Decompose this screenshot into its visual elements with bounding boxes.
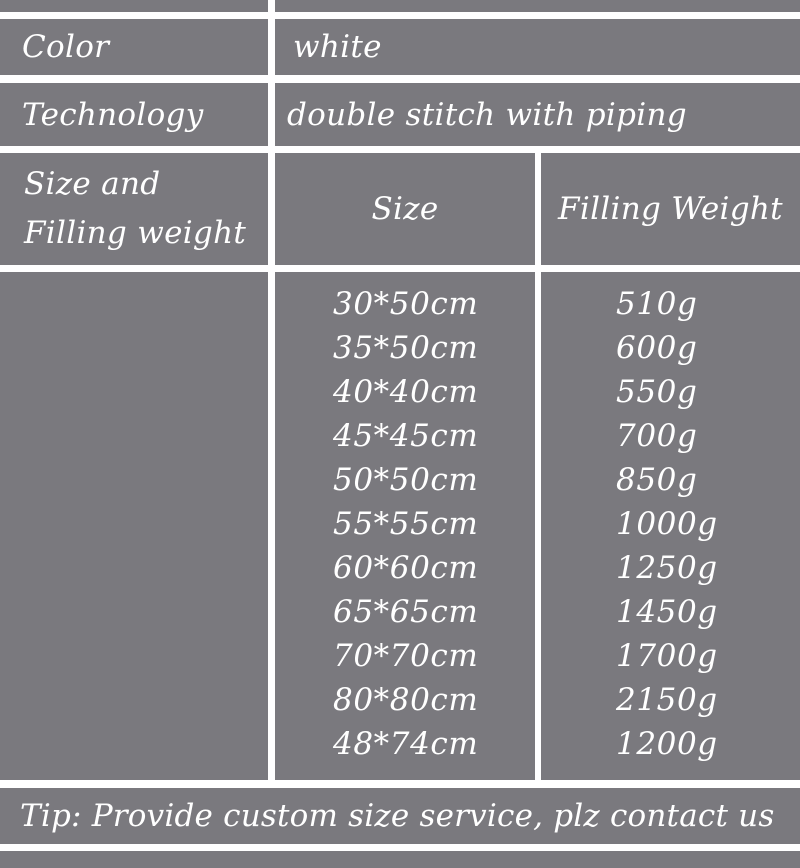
size-value: 45*45cm [333,418,479,454]
size-label-line2: Filling weight [24,215,247,251]
technology-value: double stitch with piping [275,83,800,146]
size-label-line1: Size and [24,166,161,202]
size-list [275,272,535,780]
filling-weight-value: 1000g [616,506,718,542]
size-value: 35*50cm [333,330,479,366]
filling-weight-value: 1450g [616,594,718,630]
filling-weight-list [541,272,800,780]
size-value: 55*55cm [333,506,479,542]
size-value: 50*50cm [333,462,479,498]
filling-weight-column-header: Filling Weight [541,153,800,265]
top-row-label-cell [0,0,268,12]
technology-label: Technology [0,83,268,146]
filling-weight-value: 1200g [616,726,718,762]
size-value: 30*50cm [333,286,479,322]
size-section-empty-cell [0,272,268,780]
filling-weight-value: 700g [616,418,698,454]
size-column-header: Size [275,153,535,265]
size-value: 40*40cm [333,374,479,410]
size-value: 60*60cm [333,550,479,586]
filling-weight-value: 850g [616,462,698,498]
bottom-cut-row [0,851,800,868]
size-and-filling-label [0,153,268,265]
size-value: 80*80cm [333,682,479,718]
filling-weight-value: 510g [616,286,698,322]
size-value: 70*70cm [333,638,479,674]
color-value: white [275,19,800,75]
filling-weight-value: 550g [616,374,698,410]
filling-weight-value: 2150g [616,682,718,718]
size-value: 65*65cm [333,594,479,630]
color-label: Color [0,19,268,75]
size-value: 48*74cm [333,726,479,762]
top-row-value-cell [275,0,800,12]
tip-text: Tip: Provide custom size service, plz contact us [0,788,800,844]
filling-weight-value: 1250g [616,550,718,586]
filling-weight-value: 1700g [616,638,718,674]
filling-weight-value: 600g [616,330,698,366]
